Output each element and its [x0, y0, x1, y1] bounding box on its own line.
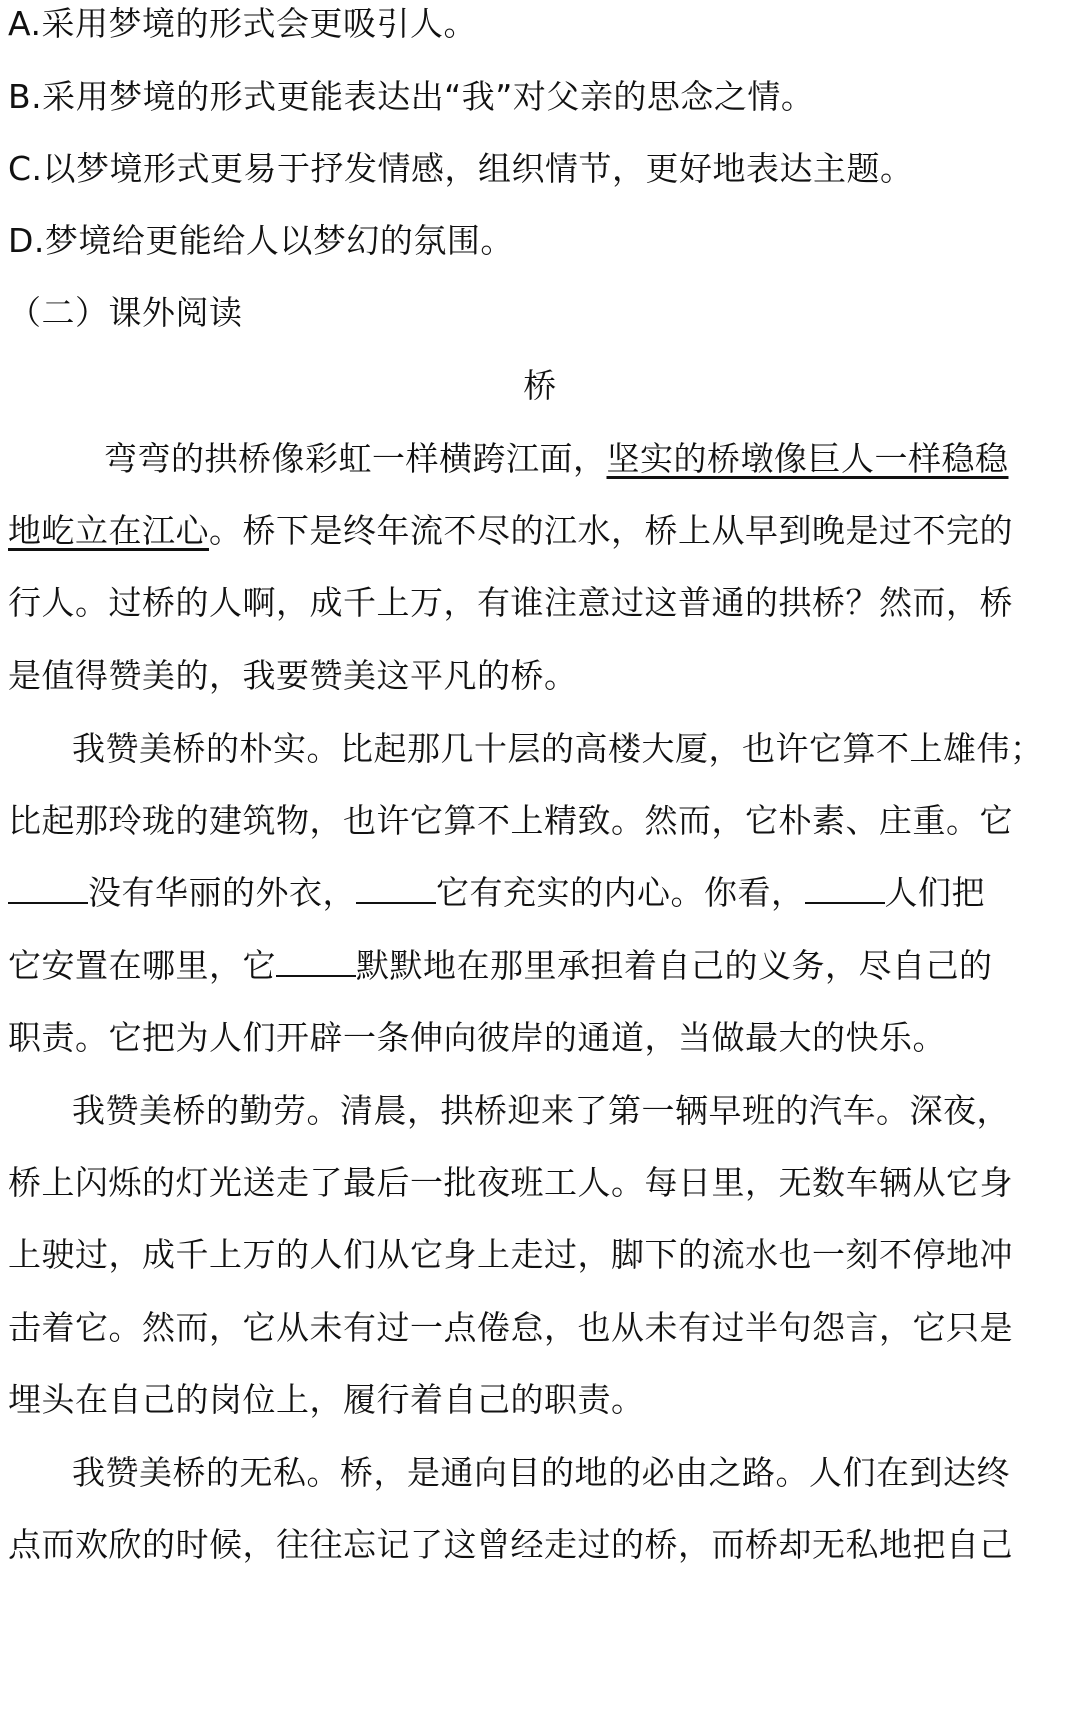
- paragraph-4-line-1: 我赞美桥的无私。桥，是通向目的地的必由之路。人们在到达终: [72, 1453, 1010, 1492]
- underlined-sentence-end: 地屹立在江心: [8, 511, 209, 550]
- text-segment: 没有华丽的外衣，: [88, 873, 356, 912]
- paragraph-4-line-2: 点而欢欣的时候，往往忘记了这曾经走过的桥，而桥却无私地把自己: [8, 1525, 1013, 1564]
- paragraph-2-line-4: [8, 944, 1072, 988]
- text-segment: 弯弯的拱桥像彩虹一样横跨江面，: [104, 439, 607, 478]
- paragraph-1-line-1: [8, 437, 1072, 481]
- paragraph-1-line-2: [8, 509, 1072, 553]
- paragraph-1-line-3: 行人。过桥的人啊，成千上万，有谁注意过这普通的拱桥？然而，桥: [8, 583, 1013, 622]
- text-segment: 。桥下是终年流不尽的江水，桥上从早到晚是过不完的: [209, 511, 1013, 550]
- paragraph-3-line-2: 桥上闪烁的灯光送走了最后一批夜班工人。每日里，无数车辆从它身: [8, 1163, 1013, 1202]
- paragraph-3-line-5: 埋头在自己的岗位上，履行着自己的职责。: [8, 1380, 645, 1419]
- option-d: D.梦境给更能给人以梦幻的氛围。: [8, 221, 514, 260]
- paragraph-2-line-1: 我赞美桥的朴实。比起那几十层的高楼大厦，也许它算不上雄伟；: [72, 729, 1044, 768]
- text-segment: 它安置在哪里，它: [8, 946, 276, 985]
- option-c: C.以梦境形式更易于抒发情感，组织情节，更好地表达主题。: [8, 149, 914, 188]
- text-segment: 它有充实的内心。你看，: [436, 873, 805, 912]
- paragraph-2-line-5: 职责。它把为人们开辟一条伸向彼岸的通道，当做最大的快乐。: [8, 1018, 946, 1057]
- paragraph-3-line-1: 我赞美桥的勤劳。清晨，拱桥迎来了第一辆早班的汽车。深夜，: [72, 1091, 1010, 1130]
- text-segment: 人们把: [884, 873, 985, 912]
- paragraph-2-line-2: 比起那玲珑的建筑物，也许它算不上精致。然而，它朴素、庄重。它: [8, 801, 1013, 840]
- fill-blank-4[interactable]: [276, 945, 356, 977]
- fill-blank-3[interactable]: [805, 872, 885, 904]
- paragraph-1-line-4: 是值得赞美的，我要赞美这平凡的桥。: [8, 656, 578, 695]
- paragraph-3-line-4: 击着它。然而，它从未有过一点倦怠，也从未有过半句怨言，它只是: [8, 1308, 1013, 1347]
- paragraph-2-line-3: [8, 871, 1072, 915]
- article-title: 桥: [523, 366, 557, 405]
- fill-blank-1[interactable]: [8, 872, 88, 904]
- text-segment: 默默地在那里承担着自己的义务，尽自己的: [356, 946, 993, 985]
- option-b: B.采用梦境的形式更能表达出“我”对父亲的思念之情。: [8, 77, 815, 116]
- section-heading: （二）课外阅读: [8, 293, 243, 332]
- paragraph-3-line-3: 上驶过，成千上万的人们从它身上走过，脚下的流水也一刻不停地冲: [8, 1235, 1013, 1274]
- underlined-sentence: 坚实的桥墩像巨人一样稳稳: [606, 439, 1009, 478]
- fill-blank-2[interactable]: [356, 872, 436, 904]
- option-a: A.采用梦境的形式会更吸引人。: [8, 4, 477, 43]
